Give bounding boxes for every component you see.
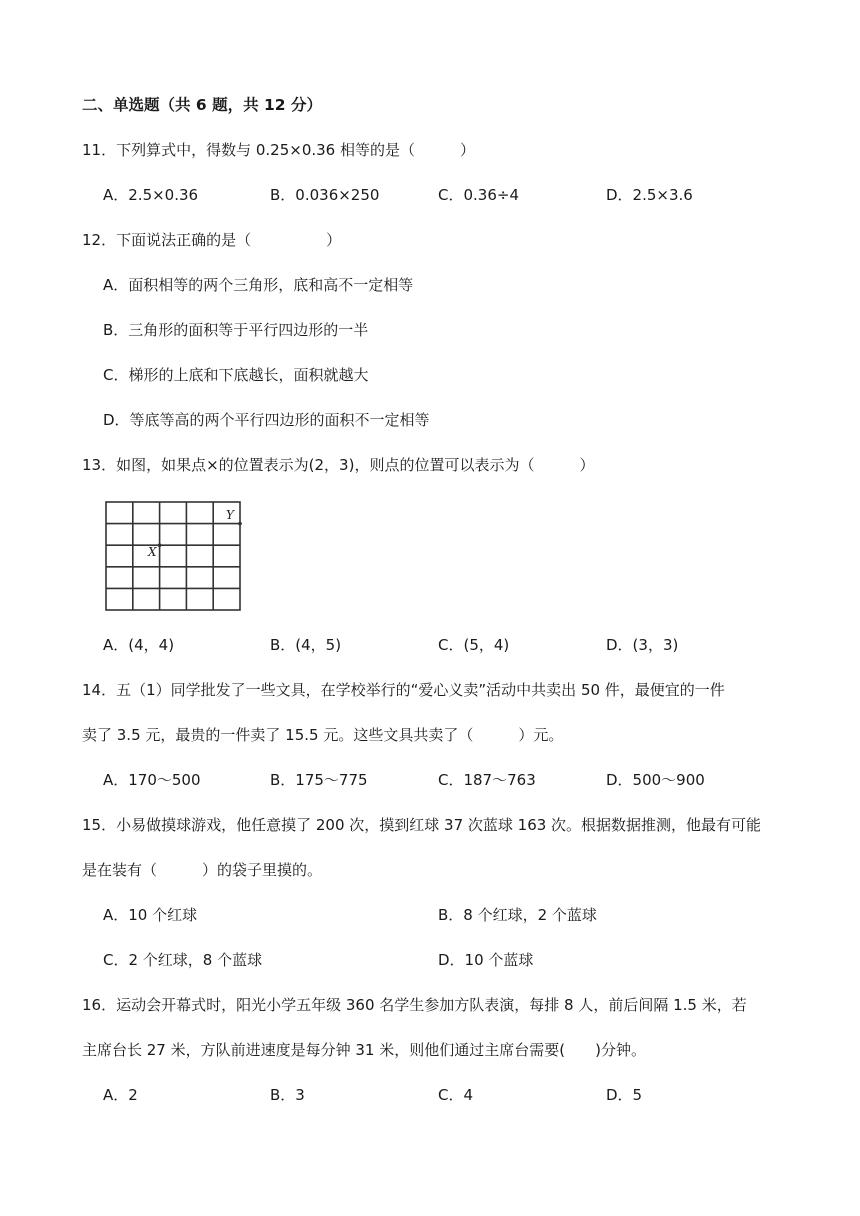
question-14-stem-line1: 14．五（1）同学批发了一些文具，在学校举行的“爱心义卖”活动中共卖出 50 件，最便宜的一件 — [82, 681, 725, 699]
q12-option-b[interactable]: B．三角形的面积等于平行四边形的一半 — [103, 321, 369, 339]
q16-option-a[interactable]: A．2 — [103, 1086, 138, 1104]
point-y-marker — [238, 522, 242, 526]
q16-option-b[interactable]: B．3 — [270, 1086, 305, 1104]
q15-option-a[interactable]: A．10 个红球 — [103, 906, 198, 924]
q13-option-c[interactable]: C．(5，4) — [438, 636, 510, 654]
q15-option-d[interactable]: D．10 个蓝球 — [438, 951, 534, 969]
q12-option-c[interactable]: C．梯形的上底和下底越长，面积就越大 — [103, 366, 369, 384]
q14-option-b[interactable]: B．175～775 — [270, 771, 368, 789]
section-title: 二、单选题（共 6 题，共 12 分） — [82, 96, 322, 114]
q13-option-b[interactable]: B．(4，5) — [270, 636, 342, 654]
q13-option-a[interactable]: A．(4，4) — [103, 636, 175, 654]
q11-option-a[interactable]: A．2.5×0.36 — [103, 186, 199, 204]
question-14-stem-line2: 卖了 3.5 元，最贵的一件卖了 15.5 元。这些文具共卖了（ ）元。 — [82, 726, 564, 744]
coordinate-grid-figure — [104, 500, 244, 618]
q16-option-c[interactable]: C．4 — [438, 1086, 474, 1104]
question-16-stem-line2: 主席台长 27 米，方队前进速度是每分钟 31 米，则他们通过主席台需要( )分钟。 — [82, 1041, 646, 1059]
question-13-stem: 13．如图，如果点×的位置表示为(2，3)，则点的位置可以表示为（ ） — [82, 456, 595, 474]
q11-option-d[interactable]: D．2.5×3.6 — [606, 186, 693, 204]
q13-option-d[interactable]: D．(3，3) — [606, 636, 679, 654]
question-15-stem-line1: 15．小易做摸球游戏，他任意摸了 200 次，摸到红球 37 次蓝球 163 次。根据数据推测，他最有可能 — [82, 816, 762, 834]
point-x-marker — [158, 543, 162, 547]
q14-option-c[interactable]: C．187～763 — [438, 771, 536, 789]
coordinate-grid-svg — [104, 500, 244, 614]
question-16-stem-line1: 16．运动会开幕式时，阳光小学五年级 360 名学生参加方队表演，每排 8 人，前后间隔 1.5 米，若 — [82, 996, 747, 1014]
question-15-stem-line2: 是在装有（ ）的袋子里摸的。 — [82, 861, 323, 879]
point-x-label: X — [148, 545, 157, 559]
q16-option-d[interactable]: D．5 — [606, 1086, 643, 1104]
q14-option-a[interactable]: A．170～500 — [103, 771, 201, 789]
q12-option-a[interactable]: A．面积相等的两个三角形，底和高不一定相等 — [103, 276, 414, 294]
q11-option-b[interactable]: B．0.036×250 — [270, 186, 380, 204]
question-11-stem: 11．下列算式中，得数与 0.25×0.36 相等的是（ ） — [82, 141, 475, 159]
point-y-label: Y — [226, 508, 234, 522]
q14-option-d[interactable]: D．500～900 — [606, 771, 705, 789]
q15-option-b[interactable]: B．8 个红球，2 个蓝球 — [438, 906, 597, 924]
q15-option-c[interactable]: C．2 个红球，8 个蓝球 — [103, 951, 263, 969]
q12-option-d[interactable]: D．等底等高的两个平行四边形的面积不一定相等 — [103, 411, 430, 429]
question-12-stem: 12．下面说法正确的是（ ） — [82, 231, 342, 249]
q11-option-c[interactable]: C．0.36÷4 — [438, 186, 519, 204]
